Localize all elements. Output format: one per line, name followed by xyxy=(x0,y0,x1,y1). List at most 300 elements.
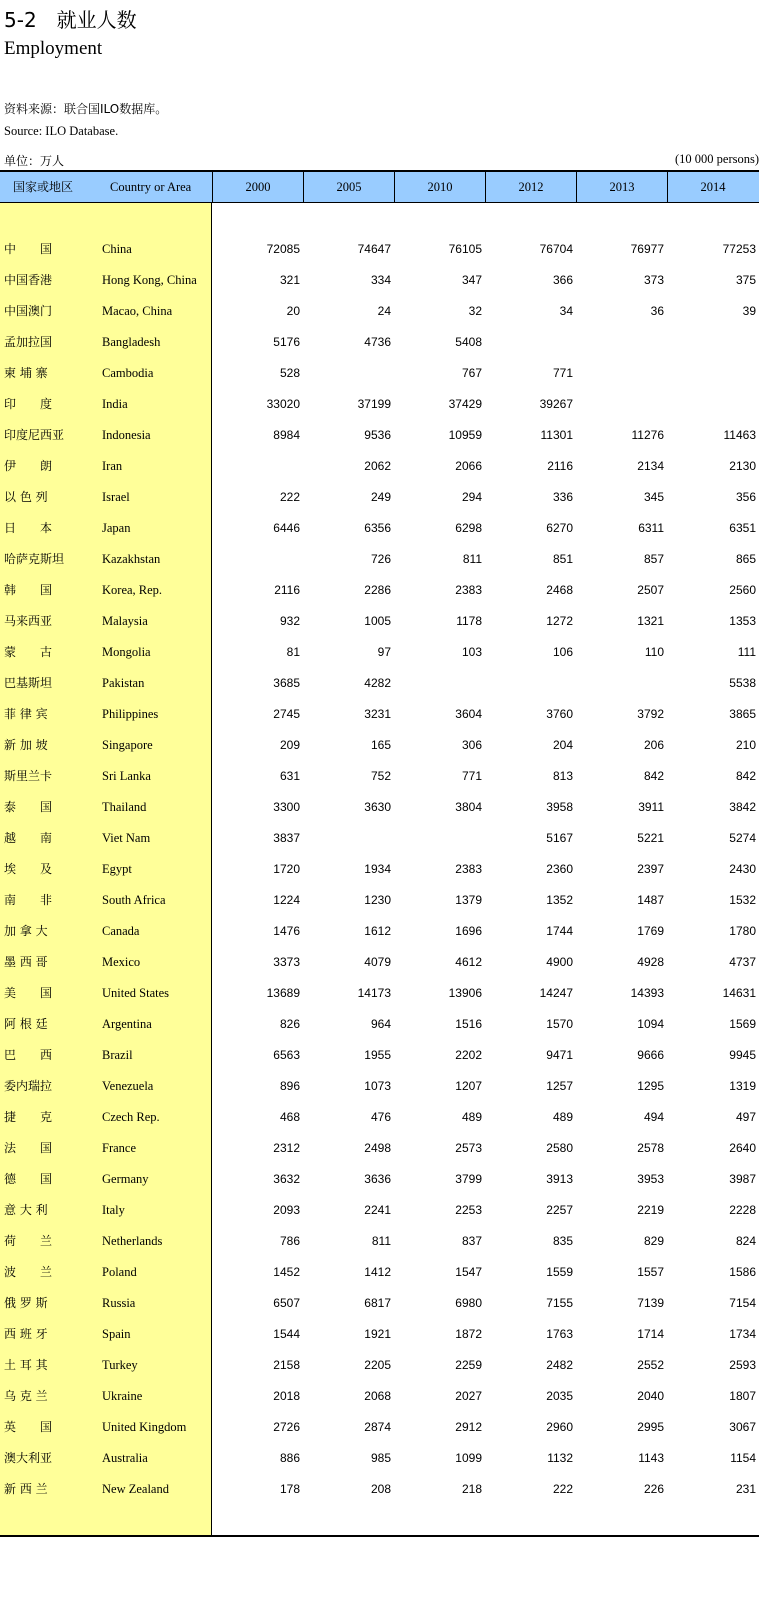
value-cell: 3632 xyxy=(273,1172,300,1186)
header-country-cn: 国家或地区 xyxy=(13,180,74,194)
value-cell: 1559 xyxy=(546,1265,573,1279)
country-name-cn: 荷 兰 xyxy=(4,1234,53,1248)
value-cell: 2219 xyxy=(637,1203,664,1217)
country-name-en: Malaysia xyxy=(102,614,148,628)
value-cell: 2430 xyxy=(729,862,756,876)
value-cell: 932 xyxy=(279,614,300,628)
table-row xyxy=(0,1319,759,1350)
value-cell: 6298 xyxy=(455,521,482,535)
country-name-cn: 澳大利亚 xyxy=(4,1451,53,1465)
value-cell: 1557 xyxy=(637,1265,664,1279)
value-cell: 14631 xyxy=(722,986,756,1000)
value-cell: 2640 xyxy=(729,1141,756,1155)
table-row xyxy=(0,730,759,761)
table-row xyxy=(0,1164,759,1195)
table-bottom-rule xyxy=(0,1535,759,1537)
table-row xyxy=(0,854,759,885)
source-note-cn: 资料来源：联合国ILO数据库。 xyxy=(4,102,168,116)
country-name-en: Germany xyxy=(102,1172,149,1186)
value-cell: 1872 xyxy=(455,1327,482,1341)
value-cell: 2062 xyxy=(364,459,391,473)
value-cell: 249 xyxy=(370,490,391,504)
value-cell: 37199 xyxy=(357,397,391,411)
table-row xyxy=(0,761,759,792)
table-row xyxy=(0,1133,759,1164)
table-row xyxy=(0,1443,759,1474)
value-cell: 3842 xyxy=(729,800,756,814)
value-cell: 1547 xyxy=(455,1265,482,1279)
value-cell: 837 xyxy=(461,1234,482,1248)
value-cell: 375 xyxy=(735,273,756,287)
table-row xyxy=(0,327,759,358)
table-row xyxy=(0,296,759,327)
value-cell: 1934 xyxy=(364,862,391,876)
value-cell: 6980 xyxy=(455,1296,482,1310)
value-cell: 34 xyxy=(559,304,573,318)
value-cell: 2158 xyxy=(273,1358,300,1372)
value-cell: 2228 xyxy=(729,1203,756,1217)
value-cell: 7139 xyxy=(637,1296,664,1310)
value-cell: 3630 xyxy=(364,800,391,814)
value-cell: 210 xyxy=(735,738,756,752)
header-year: 2012 xyxy=(485,172,576,202)
value-cell: 1532 xyxy=(729,893,756,907)
table-row xyxy=(0,265,759,296)
value-cell: 2312 xyxy=(273,1141,300,1155)
value-cell: 3067 xyxy=(729,1420,756,1434)
value-cell: 14173 xyxy=(357,986,391,1000)
country-name-en: France xyxy=(102,1141,137,1155)
value-cell: 1586 xyxy=(729,1265,756,1279)
value-cell: 3958 xyxy=(546,800,573,814)
header-year: 2014 xyxy=(667,172,758,202)
header-country-en: Country or Area xyxy=(110,180,192,194)
value-cell: 33020 xyxy=(266,397,300,411)
value-cell: 3987 xyxy=(729,1172,756,1186)
value-cell: 11301 xyxy=(540,428,573,442)
value-cell: 1353 xyxy=(729,614,756,628)
value-cell: 3799 xyxy=(455,1172,482,1186)
header-year: 2005 xyxy=(303,172,394,202)
table-row xyxy=(0,637,759,668)
table-row xyxy=(0,389,759,420)
value-cell: 4282 xyxy=(364,676,391,690)
country-name-en: Singapore xyxy=(102,738,153,752)
value-cell: 2116 xyxy=(274,583,300,597)
country-name-cn: 印度尼西亚 xyxy=(4,428,65,442)
country-name-cn: 孟加拉国 xyxy=(4,335,53,349)
country-name-en: India xyxy=(102,397,128,411)
country-name-en: Brazil xyxy=(102,1048,133,1062)
value-cell: 1319 xyxy=(729,1079,756,1093)
value-cell: 2593 xyxy=(729,1358,756,1372)
table-row xyxy=(0,916,759,947)
value-cell: 631 xyxy=(279,769,300,783)
value-cell: 813 xyxy=(552,769,573,783)
country-name-cn: 俄 罗 斯 xyxy=(4,1296,48,1310)
value-cell: 103 xyxy=(461,645,482,659)
value-cell: 857 xyxy=(643,552,664,566)
table-row xyxy=(0,668,759,699)
country-name-en: Pakistan xyxy=(102,676,145,690)
country-name-cn: 印 度 xyxy=(4,397,53,411)
value-cell: 2383 xyxy=(455,862,482,876)
value-cell: 76105 xyxy=(448,242,482,256)
table-row xyxy=(0,358,759,389)
value-cell: 2360 xyxy=(546,862,573,876)
country-name-en: Macao, China xyxy=(102,304,173,318)
value-cell: 1257 xyxy=(546,1079,573,1093)
value-cell: 77253 xyxy=(722,242,756,256)
value-cell: 3760 xyxy=(546,707,573,721)
country-name-en: China xyxy=(102,242,132,256)
value-cell: 494 xyxy=(643,1110,664,1124)
value-cell: 11463 xyxy=(723,428,756,442)
value-cell: 2130 xyxy=(729,459,756,473)
value-cell: 294 xyxy=(461,490,482,504)
country-name-cn: 南 非 xyxy=(4,893,53,907)
value-cell: 1230 xyxy=(364,893,391,907)
value-cell: 1769 xyxy=(637,924,664,938)
country-name-en: South Africa xyxy=(102,893,166,907)
country-name-cn: 加 拿 大 xyxy=(4,924,48,938)
value-cell: 37429 xyxy=(448,397,482,411)
value-cell: 2573 xyxy=(455,1141,482,1155)
value-cell: 3792 xyxy=(637,707,664,721)
value-cell: 851 xyxy=(552,552,573,566)
country-name-cn: 巴 西 xyxy=(4,1048,53,1062)
country-name-cn: 中国澳门 xyxy=(4,304,53,318)
value-cell: 1569 xyxy=(729,1017,756,1031)
value-cell: 6356 xyxy=(364,521,391,535)
table-row xyxy=(0,575,759,606)
table-row xyxy=(0,513,759,544)
country-name-cn: 哈萨克斯坦 xyxy=(4,552,65,566)
value-cell: 7155 xyxy=(546,1296,573,1310)
value-cell: 826 xyxy=(279,1017,300,1031)
value-cell: 4612 xyxy=(455,955,482,969)
table-row xyxy=(0,451,759,482)
value-cell: 36 xyxy=(650,304,664,318)
value-cell: 786 xyxy=(279,1234,300,1248)
country-name-en: Kazakhstan xyxy=(102,552,161,566)
value-cell: 1005 xyxy=(364,614,391,628)
value-cell: 373 xyxy=(643,273,664,287)
value-cell: 204 xyxy=(552,738,573,752)
value-cell: 6270 xyxy=(546,521,573,535)
value-cell: 3865 xyxy=(729,707,756,721)
value-cell: 2498 xyxy=(364,1141,391,1155)
value-cell: 9666 xyxy=(637,1048,664,1062)
country-name-en: United Kingdom xyxy=(102,1420,187,1434)
value-cell: 6817 xyxy=(364,1296,391,1310)
value-cell: 81 xyxy=(286,645,300,659)
value-cell: 829 xyxy=(643,1234,664,1248)
value-cell: 5274 xyxy=(729,831,756,845)
value-cell: 1272 xyxy=(546,614,573,628)
value-cell: 865 xyxy=(735,552,756,566)
table-row xyxy=(0,823,759,854)
value-cell: 1955 xyxy=(364,1048,391,1062)
value-cell: 7154 xyxy=(729,1296,756,1310)
country-name-en: Iran xyxy=(102,459,123,473)
value-cell: 1452 xyxy=(273,1265,300,1279)
table-row xyxy=(0,1412,759,1443)
value-cell: 218 xyxy=(461,1482,482,1496)
country-name-cn: 法 国 xyxy=(4,1141,53,1155)
page-title-en: Employment xyxy=(4,38,103,59)
table-row xyxy=(0,947,759,978)
country-name-cn: 以 色 列 xyxy=(4,490,48,504)
value-cell: 2257 xyxy=(546,1203,573,1217)
value-cell: 6507 xyxy=(273,1296,300,1310)
value-cell: 1476 xyxy=(273,924,300,938)
value-cell: 11276 xyxy=(631,428,664,442)
country-name-cn: 柬 埔 寨 xyxy=(4,366,48,380)
value-cell: 896 xyxy=(279,1079,300,1093)
value-cell: 9945 xyxy=(729,1048,756,1062)
country-name-cn: 乌 克 兰 xyxy=(4,1389,48,1403)
value-cell: 1412 xyxy=(364,1265,391,1279)
value-cell: 1921 xyxy=(364,1327,391,1341)
country-name-en: Mongolia xyxy=(102,645,151,659)
value-cell: 3913 xyxy=(546,1172,573,1186)
value-cell: 347 xyxy=(461,273,482,287)
value-cell: 771 xyxy=(461,769,482,783)
value-cell: 14247 xyxy=(539,986,573,1000)
value-cell: 2397 xyxy=(637,862,664,876)
value-cell: 6446 xyxy=(273,521,300,535)
value-cell: 39267 xyxy=(539,397,573,411)
country-name-cn: 菲 律 宾 xyxy=(4,707,48,721)
value-cell: 2912 xyxy=(455,1420,482,1434)
country-name-cn: 西 班 牙 xyxy=(4,1327,48,1341)
country-name-en: Turkey xyxy=(102,1358,138,1372)
value-cell: 3604 xyxy=(455,707,482,721)
value-cell: 1352 xyxy=(546,893,573,907)
value-cell: 208 xyxy=(370,1482,391,1496)
country-name-en: Japan xyxy=(102,521,131,535)
value-cell: 1099 xyxy=(455,1451,482,1465)
country-name-cn: 伊 朗 xyxy=(4,459,53,473)
table-row xyxy=(0,1226,759,1257)
value-cell: 2205 xyxy=(364,1358,391,1372)
value-cell: 10959 xyxy=(448,428,482,442)
country-name-cn: 斯里兰卡 xyxy=(4,769,53,783)
value-cell: 1744 xyxy=(546,924,573,938)
value-cell: 2035 xyxy=(546,1389,573,1403)
country-name-cn: 德 国 xyxy=(4,1172,53,1186)
value-cell: 2960 xyxy=(546,1420,573,1434)
header-year: 2010 xyxy=(394,172,485,202)
country-name-en: Sri Lanka xyxy=(102,769,151,783)
value-cell: 32 xyxy=(468,304,482,318)
value-cell: 1807 xyxy=(729,1389,756,1403)
value-cell: 2560 xyxy=(729,583,756,597)
value-cell: 24 xyxy=(377,304,391,318)
value-cell: 528 xyxy=(279,366,300,380)
value-cell: 1321 xyxy=(637,614,664,628)
value-cell: 110 xyxy=(644,645,664,659)
header-year: 2000 xyxy=(212,172,303,202)
table-row xyxy=(0,1288,759,1319)
country-name-en: Russia xyxy=(102,1296,136,1310)
value-cell: 476 xyxy=(370,1110,391,1124)
country-name-cn: 委内瑞拉 xyxy=(4,1079,53,1093)
value-cell: 206 xyxy=(643,738,664,752)
table-row xyxy=(0,1474,759,1505)
value-cell: 752 xyxy=(370,769,391,783)
value-cell: 4737 xyxy=(729,955,756,969)
country-name-en: Korea, Rep. xyxy=(102,583,163,597)
country-name-cn: 新 西 兰 xyxy=(4,1482,48,1496)
value-cell: 2468 xyxy=(546,583,573,597)
country-name-en: Spain xyxy=(102,1327,131,1341)
country-name-cn: 马来西亚 xyxy=(4,614,53,628)
value-cell: 334 xyxy=(370,273,391,287)
value-cell: 2995 xyxy=(637,1420,664,1434)
value-cell: 835 xyxy=(552,1234,573,1248)
value-cell: 2040 xyxy=(637,1389,664,1403)
value-cell: 2745 xyxy=(273,707,300,721)
country-name-en: Venezuela xyxy=(102,1079,154,1093)
value-cell: 321 xyxy=(279,273,300,287)
value-cell: 4928 xyxy=(637,955,664,969)
source-note-en: Source: ILO Database. xyxy=(4,124,119,138)
value-cell: 72085 xyxy=(266,242,300,256)
country-name-cn: 日 本 xyxy=(4,521,53,535)
value-cell: 842 xyxy=(735,769,756,783)
value-cell: 497 xyxy=(735,1110,756,1124)
country-name-cn: 中国香港 xyxy=(4,273,53,287)
value-cell: 2027 xyxy=(455,1389,482,1403)
table-row xyxy=(0,1381,759,1412)
value-cell: 39 xyxy=(742,304,756,318)
value-cell: 5221 xyxy=(637,831,664,845)
country-name-cn: 美 国 xyxy=(4,986,53,1000)
value-cell: 9471 xyxy=(546,1048,573,1062)
value-cell: 2116 xyxy=(547,459,573,473)
country-name-en: Indonesia xyxy=(102,428,151,442)
value-cell: 306 xyxy=(461,738,482,752)
country-name-en: Argentina xyxy=(102,1017,152,1031)
country-name-en: Poland xyxy=(102,1265,137,1279)
country-name-cn: 越 南 xyxy=(4,831,53,845)
value-cell: 1612 xyxy=(364,924,391,938)
country-name-cn: 土 耳 其 xyxy=(4,1358,48,1372)
value-cell: 3911 xyxy=(638,800,664,814)
value-cell: 468 xyxy=(279,1110,300,1124)
value-cell: 2093 xyxy=(273,1203,300,1217)
value-cell: 13689 xyxy=(266,986,300,1000)
value-cell: 3300 xyxy=(273,800,300,814)
country-name-en: United States xyxy=(102,986,170,1000)
value-cell: 4079 xyxy=(364,955,391,969)
value-cell: 1295 xyxy=(637,1079,664,1093)
value-cell: 5167 xyxy=(546,831,573,845)
country-name-cn: 新 加 坡 xyxy=(4,738,48,752)
value-cell: 178 xyxy=(279,1482,300,1496)
country-name-en: Mexico xyxy=(102,955,141,969)
value-cell: 9536 xyxy=(364,428,391,442)
country-name-cn: 中 国 xyxy=(4,242,53,256)
table-row xyxy=(0,420,759,451)
unit-label-en: (10 000 persons) xyxy=(674,152,759,166)
country-name-en: Viet Nam xyxy=(102,831,151,845)
page-title-cn: 5-2 就业人数 xyxy=(4,8,137,32)
country-name-cn: 泰 国 xyxy=(4,800,53,814)
value-cell: 2580 xyxy=(546,1141,573,1155)
header-year: 2013 xyxy=(576,172,667,202)
value-cell: 1143 xyxy=(638,1451,664,1465)
value-cell: 6311 xyxy=(638,521,664,535)
value-cell: 1379 xyxy=(455,893,482,907)
value-cell: 97 xyxy=(377,645,391,659)
value-cell: 1570 xyxy=(546,1017,573,1031)
value-cell: 226 xyxy=(643,1482,664,1496)
value-cell: 3636 xyxy=(364,1172,391,1186)
table-row xyxy=(0,978,759,1009)
value-cell: 1516 xyxy=(455,1017,482,1031)
value-cell: 985 xyxy=(370,1451,391,1465)
value-cell: 964 xyxy=(370,1017,391,1031)
value-cell: 209 xyxy=(279,738,300,752)
value-cell: 811 xyxy=(371,1234,391,1248)
country-name-cn: 波 兰 xyxy=(4,1265,53,1279)
table-row xyxy=(0,1195,759,1226)
value-cell: 1094 xyxy=(637,1017,664,1031)
table-row xyxy=(0,1009,759,1040)
value-cell: 1763 xyxy=(546,1327,573,1341)
country-name-en: Ukraine xyxy=(102,1389,143,1403)
value-cell: 1544 xyxy=(273,1327,300,1341)
country-name-cn: 韩 国 xyxy=(4,583,53,597)
value-cell: 4736 xyxy=(364,335,391,349)
value-cell: 1154 xyxy=(730,1451,756,1465)
value-cell: 74647 xyxy=(357,242,391,256)
value-cell: 2068 xyxy=(364,1389,391,1403)
unit-label-cn: 单位：万人 xyxy=(4,154,65,168)
value-cell: 2578 xyxy=(637,1141,664,1155)
country-name-en: Italy xyxy=(102,1203,125,1217)
value-cell: 1487 xyxy=(637,893,664,907)
value-cell: 3373 xyxy=(273,955,300,969)
value-cell: 2286 xyxy=(364,583,391,597)
value-cell: 2726 xyxy=(273,1420,300,1434)
country-name-cn: 墨 西 哥 xyxy=(4,955,48,969)
value-cell: 489 xyxy=(461,1110,482,1124)
value-cell: 13906 xyxy=(448,986,482,1000)
value-cell: 2552 xyxy=(637,1358,664,1372)
value-cell: 726 xyxy=(370,552,391,566)
value-cell: 366 xyxy=(552,273,573,287)
value-cell: 76704 xyxy=(539,242,573,256)
country-name-cn: 埃 及 xyxy=(4,862,53,876)
value-cell: 2134 xyxy=(637,459,664,473)
country-name-en: Czech Rep. xyxy=(102,1110,160,1124)
country-name-en: Philippines xyxy=(102,707,159,721)
value-cell: 8984 xyxy=(273,428,300,442)
value-cell: 5408 xyxy=(455,335,482,349)
value-cell: 2018 xyxy=(273,1389,300,1403)
country-name-cn: 英 国 xyxy=(4,1420,53,1434)
country-name-cn: 捷 克 xyxy=(4,1110,53,1124)
country-name-en: Thailand xyxy=(102,800,147,814)
value-cell: 3231 xyxy=(364,707,391,721)
value-cell: 2253 xyxy=(455,1203,482,1217)
country-name-en: Netherlands xyxy=(102,1234,163,1248)
value-cell: 1224 xyxy=(273,893,300,907)
